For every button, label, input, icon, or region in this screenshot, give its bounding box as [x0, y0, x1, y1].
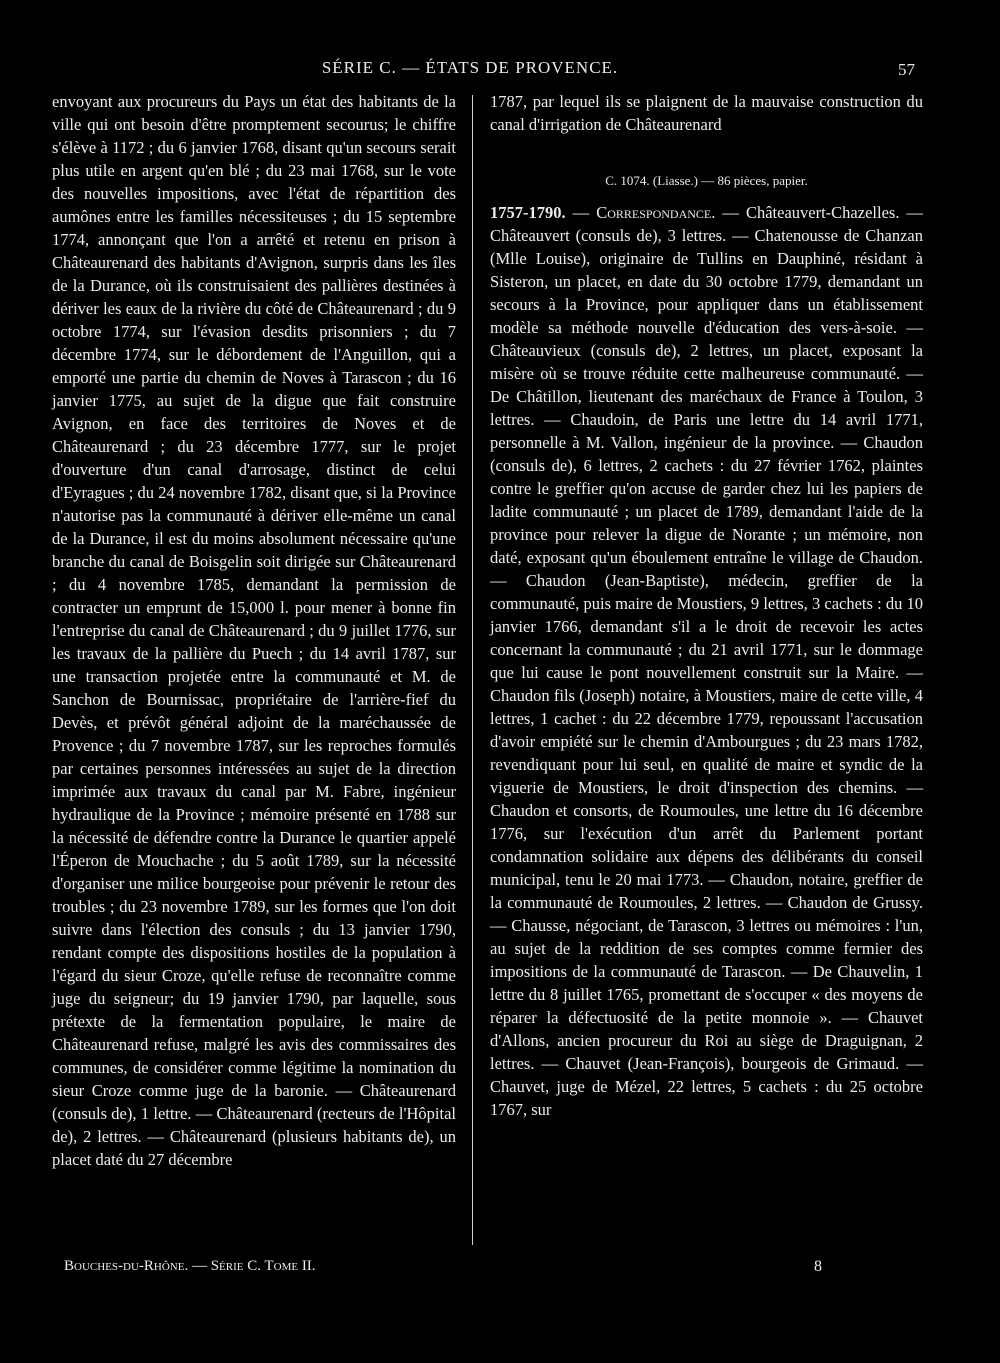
left-column	[52, 90, 456, 1171]
left-column-text: envoyant aux procureurs du Pays un état des habitants de la ville qui ont besoin d'être promptement secourus; le chiffre s'élève à 1172 ; du 6 janvier 1768, disant qu'un secours serait plus utile en argent qu'en blé ; du 23 mai 1768, sur le vote des nouvelles impositions, avec l'état de répartition des aumônes entre les familles nécessiteuses ; du 15 septembre 1774, annonçant que l'on a arrêté et retenu en prison à Châteaurenard des habitants d'Avignon, surpris dans les îles de la Durance, où ils construisaient des pallières destinées à dériver les eaux de la rivière du côté de Châteaurenard ; du 9 octobre 1774, sur l'évasion desdits prisonniers ; du 7 décembre 1774, sur le débordement de l'Anguillon, qui a emporté une partie du chemin de Noves à Tarascon ; du 16 janvier 1775, au sujet de la digue que fait construire Avignon, en face des territoires de Noves et de Châteaurenard ; du 23 décembre 1777, sur le projet d'ouverture d'un canal d'arrosage, distinct de celui d'Eyragues ; du 24 novembre 1782, disant que, si la Province n'autorise pas la communauté à dériver elle-même un canal de la Durance, il est du moins absolument nécessaire qu'une branche du canal de Boisgelin soit dirigée sur Châteaurenard ; du 4 novembre 1785, demandant la permission de contracter un emprunt de 15,000 l. pour mener à bonne fin l'entreprise du canal de Châteaurenard ; du 9 juillet 1776, sur les travaux de la pallière du Puech ; du 14 avril 1787, sur une transaction projetée entre la communauté et M. de Sanchon de Bournissac, propriétaire de l'arrière-fief du Devès, et prévôt général adjoint de la maréchaussée de Provence ; du 7 novembre 1787, sur les reproches formulés par certaines personnes intéressées au sujet de la direction imprimée aux travaux du canal par M. Fabre, ingénieur hydraulique de la Province ; mémoire présenté en 1788 sur la nécessité de défendre contre la Durance le quartier appelé l'Éperon de Mouchache ; du 5 août 1789, sur la nécessité d'organiser une milice bourgeoise pour prévenir le retour des troubles ; du 23 novembre 1789, sur les formes que l'on doit suivre dans l'élection des consuls ; du 13 janvier 1790, rendant compte des dispositions hostiles de la population à l'égard du sieur Croze, qu'elle refuse de reconnaître comme juge du seigneur; du 19 janvier 1790, par laquelle, sous prétexte de la fermentation populaire, le maire de Châteaurenard refuse, malgré les avis des commissaires des communes, de considérer comme légitime la nomination du sieur Croze comme juge de la baronie. — Châteaurenard (consuls de), 1 lettre. — Châteaurenard (recteurs de l'Hôpital de), 2 lettres. — Châteaurenard (plusieurs habitants de), un placet daté du 27 décembre	[52, 92, 456, 1169]
signature-mark: 8	[814, 1258, 822, 1275]
footer-volume-title: Bouches-du-Rhône. — Série C. Tome II.	[64, 1258, 316, 1274]
column-divider	[472, 95, 473, 1245]
entry-rubric: Correspondance.	[596, 203, 716, 222]
inventory-entry	[490, 201, 923, 1121]
entry-dates: 1757-1790.	[490, 203, 566, 222]
entry-text: — Châteauvert-Chazelles. — Châteauvert (consuls de), 3 lettres. — Chatenousse de Chanzan (Mlle Louise), originaire de Tullins en Dauphiné, résidant à Sisteron, un placet, en date du 30 octobre 1779, demandant un secours à la Province, pour appliquer dans un établissement modèle sa méthode nouvelle d'éducation des vers-à-soie. — Châteauvieux (consuls de), 2 lettres, un placet, exposant la misère où se trouve réduite cette malheureuse communauté. — De Châtillon, lieutenant des maréchaux de France à Toulon, 3 lettres. — Chaudoin, de Paris une lettre du 14 avril 1771, personnelle à M. Vallon, ingénieur de la province. — Chaudon (consuls de), 6 lettres, 2 cachets : du 27 février 1762, plaintes contre le greffier qu'on accuse de garder chez lui les papiers de ladite communauté ; un placet de 1789, demandant l'aide de la province pour relever la digue de Norante ; un mémoire, non daté, exposant qu'un éboulement entraîne le village de Chaudon. — Chaudon (Jean-Baptiste), médecin, greffier de la communauté, puis maire de Moustiers, 9 lettres, 3 cachets : du 10 janvier 1766, demandant s'il a le droit de recevoir les actes concernant la communauté ; du 21 avril 1771, sur le dommage que lui cause le pont nouvellement construit sur la Maire. — Chaudon fils (Joseph) notaire, à Moustiers, maire de cette ville, 4 lettres, 1 cachet : du 22 décembre 1779, repoussant l'accusation d'avoir empiété sur le chemin d'Ambourgues ; du 23 mars 1782, revendiquant pour lui seul, en qualité de maire et syndic de la viguerie de Moustiers, le droit d'inspection des chemins. — Chaudon et consorts, de Roumoules, une lettre du 16 décembre 1776, sur l'exécution d'un arrêt du Parlement portant condamnation solidaire aux dépens des délibérants du conseil municipal, tenu le 20 mai 1773. — Chaudon, notaire, greffier de la communauté de Roumoules, 2 lettres. — Chaudon de Grussy. — Chausse, négociant, de Tarascon, 3 lettres ou mémoires : l'un, au sujet de la reddition de ses comptes comme fermier des impositions de la communauté de Tarascon. — De Chauvelin, 1 lettre du 8 juillet 1765, promettant de s'occuper « des moyens de réparer la défectuosité de la petite monnoie ». — Chauvet d'Allons, ancien procureur du Roi au siège de Draguignan, 2 lettres. — Chauvet (Jean-François), bourgeois de Grimaud. — Chauvet, juge de Mézel, 22 lettres, 5 cachets : du 25 octobre 1767, sur	[490, 203, 923, 1119]
entry-dash: —	[565, 203, 597, 222]
header-title: SÉRIE C. — ÉTATS DE PROVENCE.	[321, 58, 619, 77]
right-column	[490, 90, 923, 1121]
page-number: 57	[898, 60, 915, 79]
archive-reference: C. 1074. (Liasse.) — 86 pièces, papier.	[605, 173, 808, 188]
continuation-text: 1787, par lequel ils se plaignent de la mauvaise construction du canal d'irrigation de Châteaurenard	[490, 92, 923, 134]
running-header	[0, 58, 1000, 88]
page-footer	[0, 1258, 1000, 1282]
